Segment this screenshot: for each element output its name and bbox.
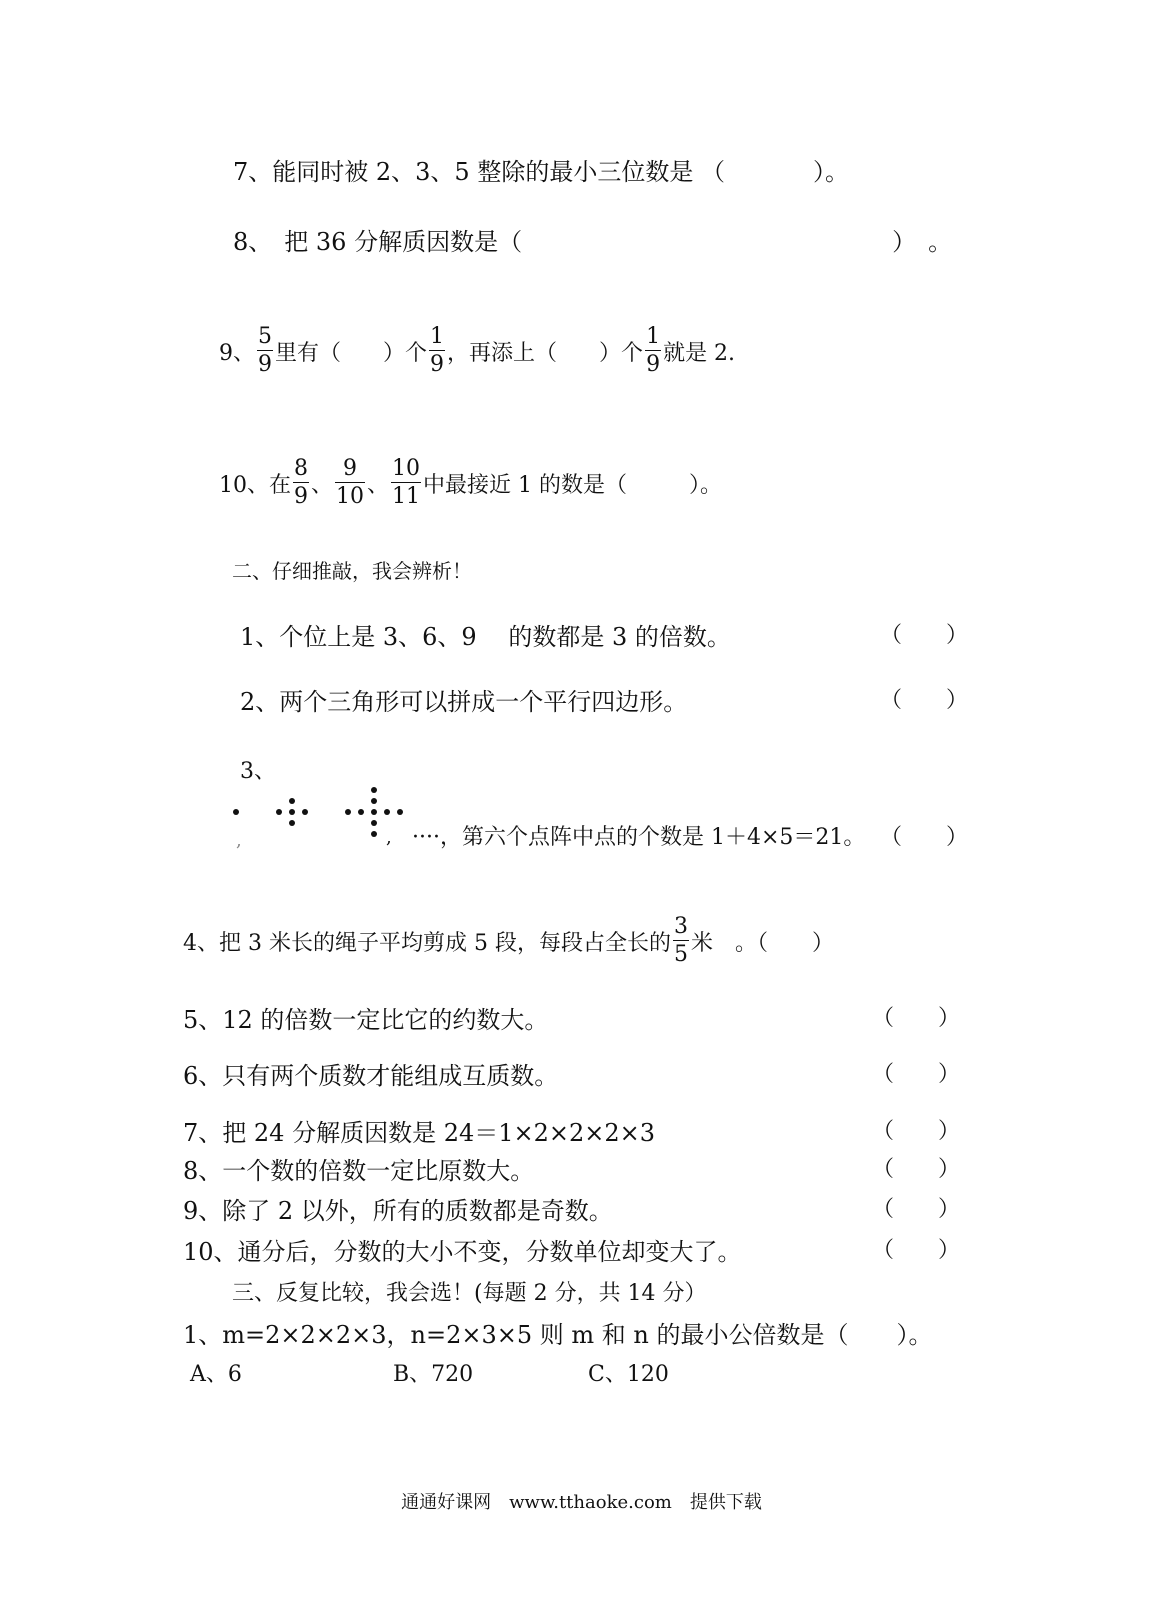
judge-item-4-text: 4、把 3 米长的绳子平均剪成 5 段，每段占全长的 xyxy=(183,930,671,956)
question-9-part2: ）个 xyxy=(383,340,428,366)
question-8 xyxy=(233,222,952,257)
separator: 、 xyxy=(311,472,334,498)
fraction-8-9 xyxy=(293,458,309,508)
judge-item-4-tail: 米 。（ ） xyxy=(690,930,834,956)
judge-item-6: 6、只有两个质数才能组成互质数。 xyxy=(183,1062,559,1090)
dot xyxy=(371,809,377,815)
judge-item-5: 5、12 的倍数一定比它的约数大。 xyxy=(183,1006,549,1034)
choice-question-1: 1、m=2×2×2×3，n=2×3×5 则 m 和 n 的最小公倍数是（ ）。 xyxy=(183,1321,933,1349)
choice-option-c[interactable]: C、120 xyxy=(588,1362,669,1387)
fraction-denominator: 9 xyxy=(646,352,661,377)
fraction-1-9 xyxy=(429,326,445,376)
dot xyxy=(371,798,377,804)
section-3-title: 三、反复比较，我会选！(每题 2 分，共 14 分） xyxy=(232,1281,707,1306)
judge-item-10: 10、通分后，分数的大小不变，分数单位却变大了。 xyxy=(183,1238,742,1266)
dot xyxy=(371,820,377,826)
dot xyxy=(289,820,295,826)
question-10-close: ）。 xyxy=(689,472,723,498)
dot xyxy=(289,809,295,815)
separator: 、 xyxy=(367,472,390,498)
fraction-denominator: 10 xyxy=(336,484,365,509)
section-2-title: 二、仔细推敲，我会辨析！ xyxy=(232,559,472,583)
question-7-close: ）。 xyxy=(812,158,849,186)
fraction-numerator: 8 xyxy=(294,456,308,481)
judge-answer-6[interactable]: （ ） xyxy=(872,1062,961,1087)
judge-answer-3[interactable]: （ ） xyxy=(880,825,969,850)
question-9-number: 9、 xyxy=(219,340,255,366)
fraction-1-9-b xyxy=(645,326,661,376)
question-9-part4: ）个 xyxy=(599,340,644,366)
fraction-numerator: 5 xyxy=(258,324,272,349)
judge-item-3-number: 3、 xyxy=(240,759,276,784)
question-10 xyxy=(219,458,722,508)
dot xyxy=(384,809,390,815)
dot xyxy=(345,809,351,815)
judge-answer-9[interactable]: （ ） xyxy=(872,1197,961,1222)
question-7 xyxy=(233,152,849,187)
choice-option-a[interactable]: A、6 xyxy=(190,1362,242,1387)
pattern-separator: , xyxy=(386,827,392,848)
judge-answer-8[interactable]: （ ） xyxy=(872,1157,961,1182)
judge-item-9: 9、除了 2 以外，所有的质数都是奇数。 xyxy=(183,1197,613,1225)
question-9-part1: 里有（ xyxy=(275,340,342,366)
dot xyxy=(276,809,282,815)
dot xyxy=(289,798,295,804)
question-9-part3: ，再添上（ xyxy=(447,340,558,366)
judge-answer-1[interactable]: （ ） xyxy=(880,623,969,648)
fraction-denominator: 9 xyxy=(294,484,308,509)
fraction-denominator: 9 xyxy=(430,352,445,377)
fraction-denominator: 11 xyxy=(392,484,421,509)
question-8-text: 8、 把 36 分解质因数是（ xyxy=(233,228,523,256)
choice-option-b[interactable]: B、720 xyxy=(393,1362,474,1387)
fraction-10-11 xyxy=(391,458,421,508)
fraction-5-9 xyxy=(257,326,273,376)
fraction-numerator: 3 xyxy=(673,914,688,939)
dot xyxy=(371,831,377,837)
fraction-numerator: 9 xyxy=(343,456,358,481)
question-7-text: 7、能同时被 2、3、5 整除的最小三位数是 （ xyxy=(233,158,725,186)
dot xyxy=(233,809,239,815)
dot xyxy=(302,809,308,815)
fraction-denominator: 9 xyxy=(258,352,272,377)
fraction-3-5 xyxy=(673,916,689,966)
fraction-denominator: 5 xyxy=(673,942,688,967)
judge-answer-10[interactable]: （ ） xyxy=(872,1238,961,1263)
question-8-close: ） 。 xyxy=(892,228,953,256)
question-10-tail: 中最接近 1 的数是（ xyxy=(423,472,628,498)
judge-item-8: 8、一个数的倍数一定比原数大。 xyxy=(183,1157,535,1185)
dot xyxy=(371,787,377,793)
fraction-9-10 xyxy=(335,458,365,508)
judge-answer-5[interactable]: （ ） xyxy=(872,1006,961,1031)
question-10-lead: 10、在 xyxy=(219,472,291,498)
judge-item-2: 2、两个三角形可以拼成一个平行四边形。 xyxy=(240,688,688,716)
judge-answer-2[interactable]: （ ） xyxy=(880,688,969,713)
judge-item-3-text: ····，第六个点阵中点的个数是 1＋4×5＝21。 xyxy=(412,825,866,850)
dot xyxy=(397,809,403,815)
question-9 xyxy=(219,326,735,376)
dot xyxy=(358,809,364,815)
question-9-part5: 就是 2. xyxy=(663,340,736,366)
fraction-numerator: 1 xyxy=(430,324,445,349)
judge-answer-7[interactable]: （ ） xyxy=(872,1119,961,1144)
judge-item-1: 1、个位上是 3、6、9 的数都是 3 的倍数。 xyxy=(240,623,731,651)
fraction-numerator: 1 xyxy=(646,324,661,349)
pattern-separator: , xyxy=(236,830,242,851)
footer: 通通好课网 www.tthaoke.com 提供下载 xyxy=(401,1492,762,1513)
judge-item-7: 7、把 24 分解质因数是 24＝1×2×2×2×3 xyxy=(183,1119,656,1147)
judge-item-4 xyxy=(183,916,834,966)
fraction-numerator: 10 xyxy=(392,456,421,481)
